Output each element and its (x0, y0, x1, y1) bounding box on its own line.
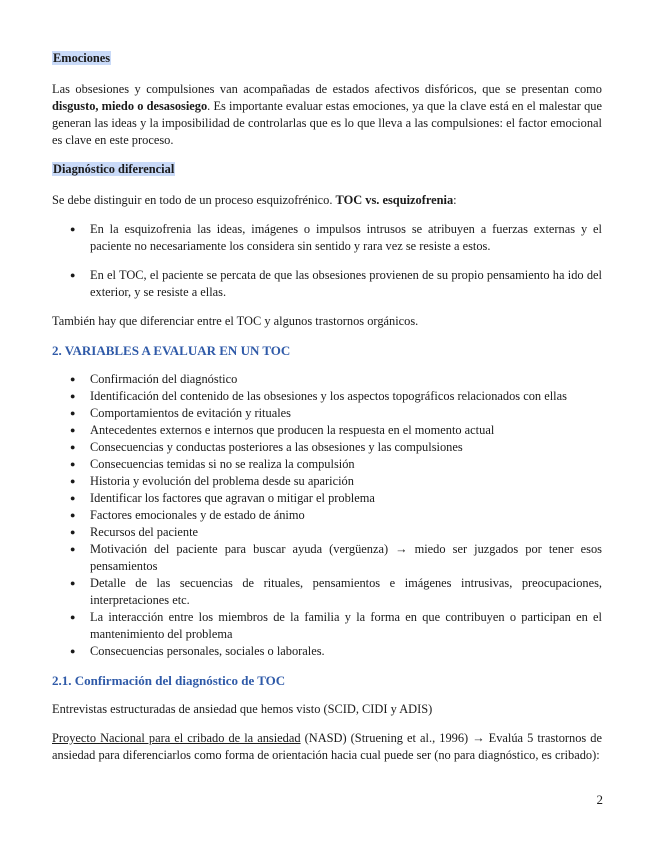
diagnostico-outro: También hay que diferenciar entre el TOC y algunos trastornos orgánicos. (52, 314, 419, 328)
diagnostico-heading: Diagnóstico diferencial (53, 162, 175, 176)
variables-list (52, 371, 602, 660)
proyecto-nacional-link[interactable]: Proyecto Nacional para el cribado de la ansiedad (52, 731, 301, 745)
list-item: ● Consecuencias personales, sociales o laborales. (52, 643, 602, 660)
list-item: ● Motivación del paciente para buscar ayuda (vergüenza) → miedo ser juzgados por tener esos pensamientos (52, 541, 602, 575)
list-item: ● Consecuencias temidas si no se realiza la compulsión (52, 456, 602, 473)
document-page (52, 50, 602, 776)
list-item: ● Recursos del paciente (52, 524, 602, 541)
section-2-1-paragraph-2: Proyecto Nacional para el cribado de la ansiedad (NASD) (Struening et al., 1996) → Evalúa 5 trastornos de ansiedad para diferenciarlos como forma de orientación hacia cual puede ser (no para diagnóstico, es cribado): (52, 731, 602, 762)
emociones-heading: Emociones (53, 51, 111, 65)
list-item: ● Comportamientos de evitación y rituales (52, 405, 602, 422)
list-item: ● Confirmación del diagnóstico (52, 371, 602, 388)
list-item: ● Historia y evolución del problema desde su aparición (52, 473, 602, 490)
list-item: ● Detalle de las secuencias de rituales, pensamientos e imágenes intrusivas, preocupaciones, interpretaciones etc. (52, 575, 602, 609)
list-item: ● Antecedentes externos e internos que producen la respuesta en el momento actual (52, 422, 602, 439)
list-item: ● Factores emocionales y de estado de ánimo (52, 507, 602, 524)
section-2-1-heading: 2.1. Confirmación del diagnóstico de TOC (52, 673, 286, 688)
list-item: ● En la esquizofrenia las ideas, imágenes o impulsos intrusos se atribuyen a fuerzas externas y el paciente no necesariamente los considera sin sentido y rara vez se resiste a estos. (52, 221, 602, 255)
section-2-1-paragraph-1: Entrevistas estructuradas de ansiedad que hemos visto (SCID, CIDI y ADIS) (52, 702, 433, 716)
page-number: 2 (596, 792, 603, 807)
list-item: ● En el TOC, el paciente se percata de que las obsesiones provienen de su propio pensamiento ha ido del exterior, y se resiste a ellas. (52, 267, 602, 301)
list-item: ● Identificación del contenido de las obsesiones y los aspectos topográficos relacionados con ellas (52, 388, 602, 405)
diagnostico-list (52, 221, 602, 301)
list-item: ● La interacción entre los miembros de la familia y la forma en que contribuyen o participan en el mantenimiento del problema (52, 609, 602, 643)
list-item: ● Consecuencias y conductas posteriores a las obsesiones y las compulsiones (52, 439, 602, 456)
emociones-paragraph: Las obsesiones y compulsiones van acompañadas de estados afectivos disfóricos, que se presentan como disgusto, miedo o desasosiego. Es importante evaluar estas emociones, ya que la clave está en el malestar que generan las ideas y la imposibilidad de controlarlas que es lo que lleva a las compulsiones: el factor emocional es clave en este proceso. (52, 82, 602, 147)
section-2-heading: 2. VARIABLES A EVALUAR EN UN TOC (52, 343, 291, 358)
list-item: ● Identificar los factores que agravan o mitigar el problema (52, 490, 602, 507)
diagnostico-intro: Se debe distinguir en todo de un proceso esquizofrénico. TOC vs. esquizofrenia: (52, 193, 457, 207)
